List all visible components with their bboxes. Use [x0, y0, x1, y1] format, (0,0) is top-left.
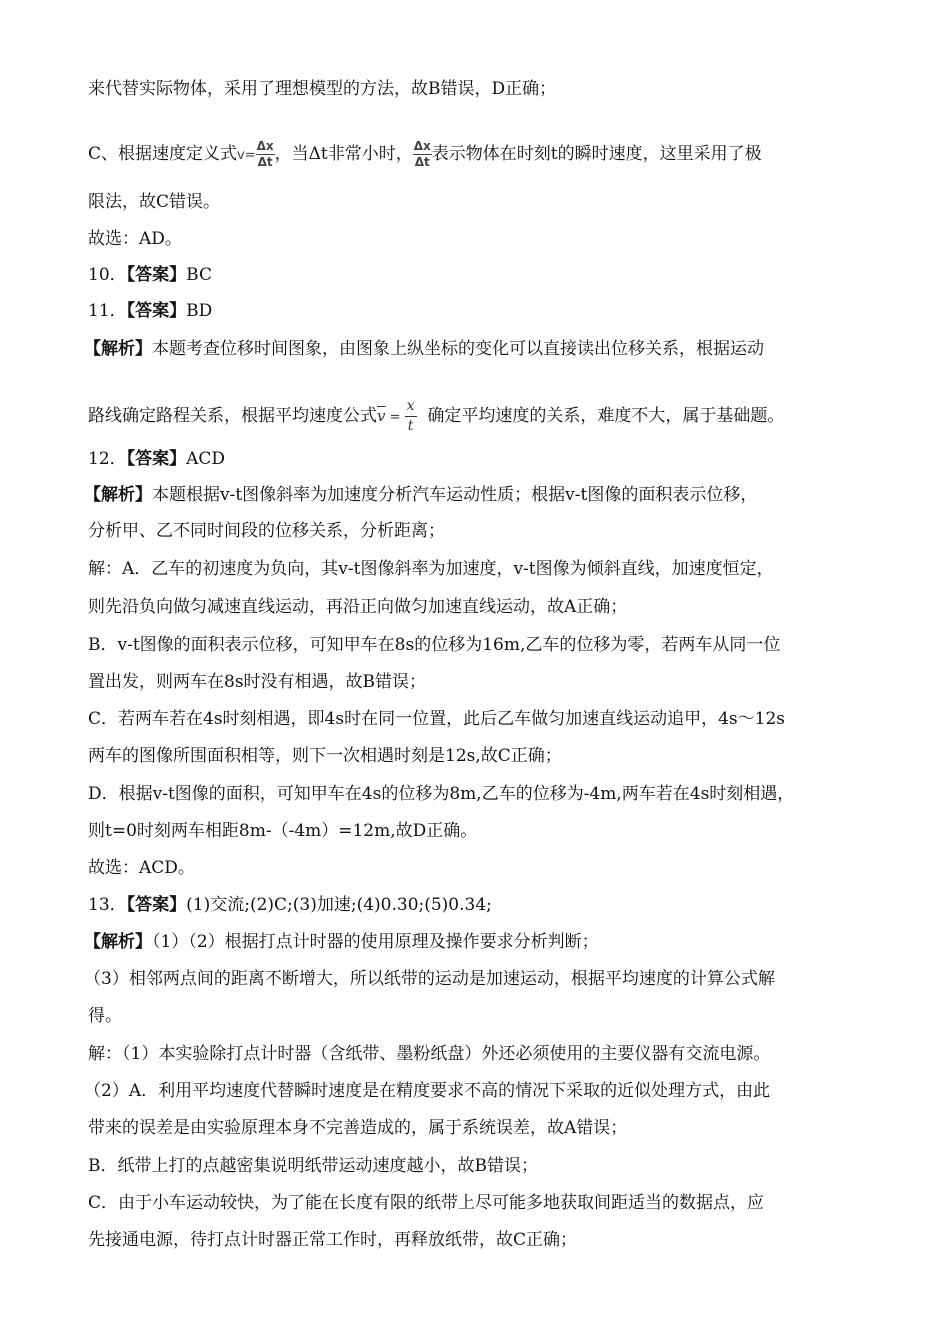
answer-line-q11: 11．【答案】BD [88, 301, 213, 321]
text-line-average-velocity: 路线确定路程关系，根据平均速度公式$\overline{v}$ = $\frac{x}{t}$ 确定平均速度的关系，难度不大，属于基础题。 [88, 398, 785, 434]
text-line: 则先沿负向做匀减速直线运动，再沿正向做匀加速直线运动，故A正确； [88, 597, 628, 617]
text-line-velocity-definition: C、根据速度定义式v= $\frac{\Delta x}{\Delta t}$ ，当Δt非常小时， $\frac{\Delta x}{\Delta t}$ 表示物体在时刻t的瞬时速度，这里采用了极 [88, 139, 762, 169]
answer-tag: 【答案】 [126, 449, 187, 469]
text-line: 来代替实际物体，采用了理想模型的方法，故B错误，D正确； [88, 79, 557, 99]
text-line: 解：（1）本实验除打点计时器（含纸带、墨粉纸盘）外还必须使用的主要仪器有交流电源。 [88, 1044, 771, 1064]
text-line: 先接通电源，待打点计时器正常工作时，再释放纸带，故C正确； [88, 1230, 578, 1250]
text-line: 解：A．乙车的初速度为负向，其v-t图像斜率为加速度，v-t图像为倾斜直线，加速度恒定， [88, 559, 774, 579]
fraction-dx-dt: $\frac{\Delta x}{\Delta t}$ [256, 139, 274, 169]
text-line: 带来的误差是由实验原理本身不完善造成的，属于系统误差，故A错误； [88, 1118, 628, 1138]
text-line: 则t=0时刻两车相距8m-（-4m）=12m,故D正确。 [88, 821, 478, 841]
formula-vbar: $\overline{v}$ [377, 407, 386, 425]
text-line: C．若两车若在4s时刻相遇，即4s时在同一位置，此后乙车做匀加速直线运动追甲，4s～12s [88, 709, 785, 729]
analysis-line: 【解析】本题根据v-t图像斜率为加速度分析汽车运动性质；根据v-t图像的面积表示位移， [84, 485, 758, 505]
text-line: 置出发，则两车在8s时没有相遇，故B错误； [88, 672, 427, 692]
analysis-tag: 【解析】 [84, 339, 152, 359]
fraction-dx-dt: $\frac{\Delta x}{\Delta t}$ [413, 139, 431, 169]
formula-v: v= [237, 148, 256, 163]
answer-line-q10: 10．【答案】BC [88, 265, 212, 285]
text-line: 故选：AD。 [88, 229, 182, 249]
analysis-tag: 【解析】 [84, 485, 152, 505]
text-line: C．由于小车运动较快，为了能在长度有限的纸带上尽可能多地获取间距适当的数据点，应 [88, 1193, 765, 1213]
text-line: 限法，故C错误。 [88, 192, 221, 212]
text-line: 故选：ACD。 [88, 858, 195, 878]
text-line: B．纸带上打的点越密集说明纸带运动速度越小，故B错误； [88, 1156, 538, 1176]
text-line: 两车的图像所围面积相等，则下一次相遇时刻是12s,故C正确； [88, 746, 562, 766]
text-line: D．根据v-t图像的面积，可知甲车在4s的位移为8m,乙车的位移为-4m,两车若在4s时刻相遇， [88, 784, 795, 804]
answer-line-q12: 12．【答案】ACD [88, 449, 226, 469]
text-line: 分析甲、乙不同时间段的位移关系，分析距离； [88, 521, 445, 541]
answer-line-q13: 13．【答案】(1)交流;(2)C;(3)加速;(4)0.30;(5)0.34; [88, 895, 492, 915]
text-line: 得。 [88, 1006, 122, 1026]
analysis-tag: 【解析】 [84, 932, 152, 952]
text-line: （2）A．利用平均速度代替瞬时速度是在精度要求不高的情况下采取的近似处理方式，由此 [84, 1081, 771, 1101]
analysis-line: 【解析】（1）（2）根据打点计时器的使用原理及操作要求分析判断； [84, 932, 599, 952]
fraction-x-t: $\frac{x}{t}$ [406, 398, 415, 434]
answer-tag: 【答案】 [126, 895, 187, 915]
text-line: B．v-t图像的面积表示位移，可知甲车在8s的位移为16m,乙车的位移为零，若两车从同一位 [88, 635, 781, 655]
analysis-line: 【解析】本题考查位移时间图象，由图象上纵坐标的变化可以直接读出位移关系，根据运动 [84, 339, 764, 359]
answer-tag: 【答案】 [126, 301, 187, 321]
text-line: （3）相邻两点间的距离不断增大，所以纸带的运动是加速运动，根据平均速度的计算公式解 [84, 969, 775, 989]
answer-tag: 【答案】 [126, 265, 187, 285]
